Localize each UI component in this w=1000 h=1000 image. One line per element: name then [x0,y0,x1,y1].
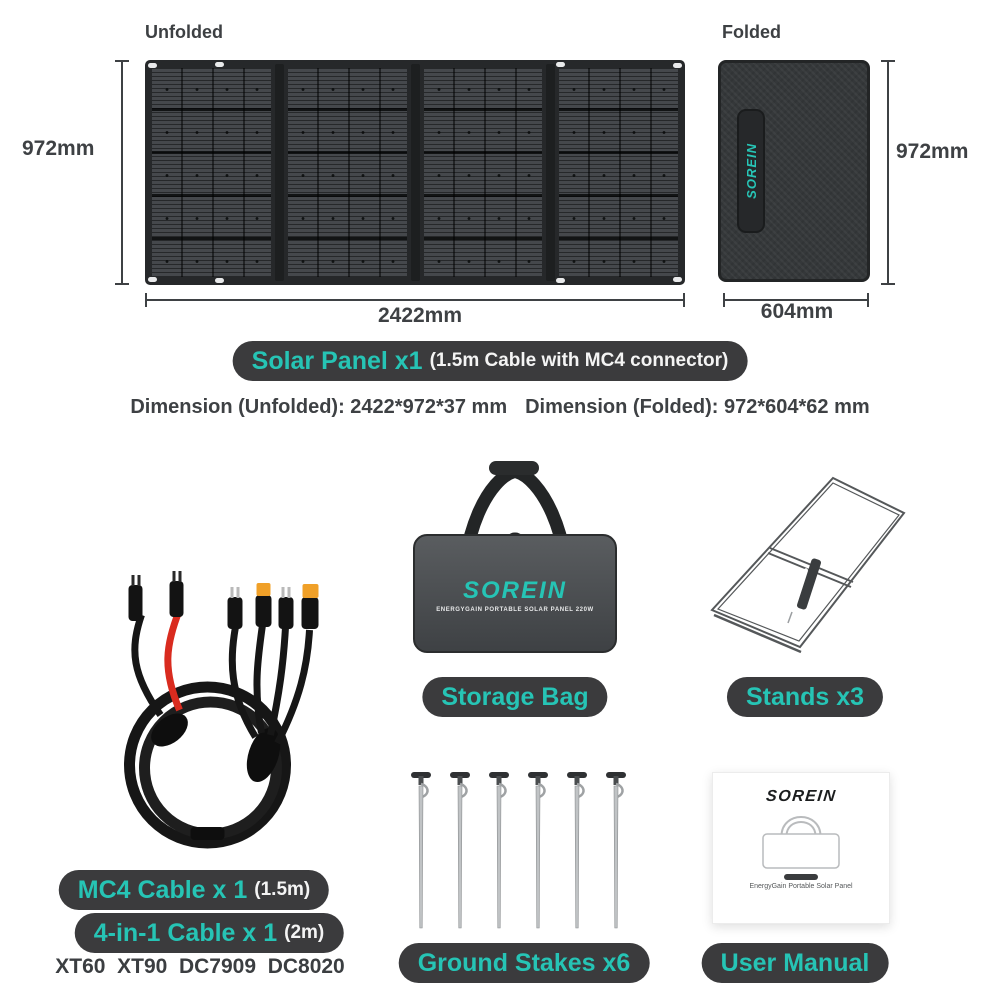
solar-panel-badge-detail: (1.5m Cable with MC4 connector) [429,350,729,371]
mc4-connector-icon [129,571,184,621]
folded-panel-image [718,60,870,282]
xt90-connector-icon [302,584,319,629]
xt60-connector-icon [256,583,272,627]
brand-logo: SOREIN [743,143,759,199]
mc4-cable-badge-title: MC4 Cable x 1 [77,875,248,904]
panel-hinge [546,64,555,281]
dc-connector-icon [279,587,294,629]
user-manual-badge [702,943,889,983]
unfolded-label: Unfolded [145,22,223,42]
solar-panel-badge [233,341,748,381]
folded-handle-strap [737,109,765,233]
solar-panel-badge-title: Solar Panel x1 [251,346,423,375]
dimension-unfolded-text: Dimension (Unfolded): 2422*972*37 mm [130,396,508,418]
grommet [148,277,157,282]
stands-image [700,460,920,660]
4in1-cable-badge-title: 4-in-1 Cable x 1 [93,918,278,947]
manual-cover-drawing [753,806,849,870]
storage-bag-image [400,458,630,663]
manual-pill-graphic [784,874,818,880]
mc4-cable-image [55,565,355,865]
mc4-cable-badge-detail: (1.5m) [254,879,311,900]
ground-stakes-badge [399,943,650,983]
unfolded-height-label: 972mm [22,137,95,160]
storage-bag-badge-label: Storage Bag [441,682,589,711]
panel-fold-4 [556,65,681,280]
ground-stake-icon [486,762,512,932]
4in1-cable-badge-detail: (2m) [284,922,325,943]
bag-brand-logo: SOREIN [462,577,568,604]
manual-caption: EnergyGain Portable Solar Panel [749,883,853,890]
ground-stake-icon [447,762,473,932]
ground-stake-icon [525,762,551,932]
panel-fold-1 [149,65,274,280]
folded-height-dimension-line [880,60,896,285]
user-manual-badge-label: User Manual [720,948,870,977]
ground-stakes-badge-label: Ground Stakes x6 [417,948,631,977]
folded-width-label: 604mm [760,300,834,323]
folded-label: Folded [722,22,781,42]
storage-bag-badge [422,677,607,717]
stands-badge-label: Stands x3 [745,682,865,711]
unfolded-height-dimension-line [114,60,130,285]
bag-grip [489,461,539,475]
panel-hinge [275,64,284,281]
grommet [673,277,682,282]
manual-brand-logo: SOREIN [764,788,838,805]
ground-stakes-image [408,762,636,934]
user-manual-image [712,772,890,924]
unfolded-panel-image [145,60,685,285]
unfolded-width-label: 2422mm [377,304,463,327]
dc-connector-icon [228,587,243,629]
ground-stake-icon [603,762,629,932]
stands-badge [727,677,883,717]
connector-types-text: XT60 XT90 DC7909 DC8020 [55,955,345,978]
panel-hinge [411,64,420,281]
grommet [556,278,565,283]
ground-stake-icon [408,762,434,932]
bag-caption: ENERGYGAIN PORTABLE SOLAR PANEL 220W [436,607,594,613]
folded-height-label: 972mm [896,140,969,163]
panel-fold-3 [421,65,546,280]
grommet [556,62,565,67]
ground-stake-icon [564,762,590,932]
dimensions-text [0,396,1000,419]
grommet [148,63,157,68]
panel-fold-2 [285,65,410,280]
dimension-folded-text: Dimension (Folded): 972*604*62 mm [525,396,870,418]
grommet [215,278,224,283]
4in1-cable-badge [75,913,344,953]
grommet [673,63,682,68]
grommet [215,62,224,67]
mc4-cable-badge [59,870,329,910]
